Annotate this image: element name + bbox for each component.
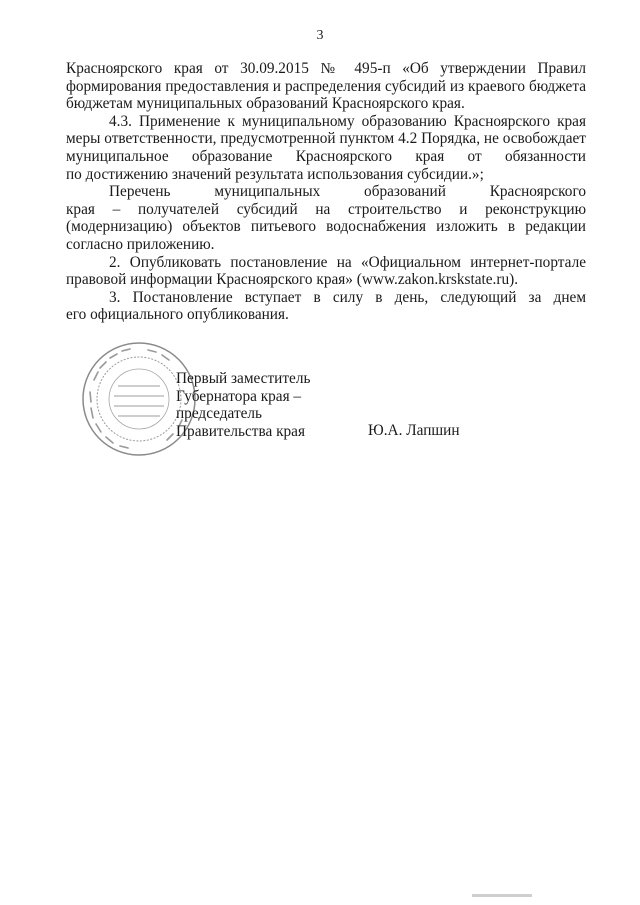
text-line: бюджетам муниципальных образований Красноярского края. [66, 95, 465, 113]
text-line: согласно приложению. [66, 235, 215, 253]
text-line: правовой информации Красноярского края» (www.zakon.krskstate.ru). [66, 271, 519, 289]
signatory-title-line: Правительства края [176, 422, 305, 440]
text-line: 4.3. Применение к муниципальному образованию Красноярского края [109, 112, 586, 130]
text-line: муниципальное образование Красноярского края от обязанности [66, 147, 586, 165]
signatory-name: Ю.А. Лапшин [368, 422, 460, 439]
text-line: Красноярского края от 30.09.2015 № 495-п «Об утверждении Правил [66, 60, 586, 77]
signatory-title-line: Первый заместитель [176, 370, 311, 387]
signatory-title [176, 370, 310, 440]
scan-artifact [472, 894, 532, 897]
text-line: 3. Постановление вступает в силу в день, следующий за днем [109, 288, 586, 306]
text-line: 2. Опубликовать постановление на «Официальном интернет-портале [109, 253, 586, 271]
text-line: меры ответственности, предусмотренной пунктом 4.2 Порядка, не освобождает [66, 130, 586, 148]
text-line: края – получателей субсидий на строительство и реконструкцию [66, 200, 586, 218]
signatory-title-line: председатель [176, 405, 263, 423]
text-line: его официального опубликования. [66, 306, 289, 324]
text-line: (модернизацию) объектов питьевого водоснабжения изложить в редакции [66, 218, 586, 236]
text-line: по достижению значений результата использования субсидии.»; [66, 165, 484, 183]
page-number: 3 [316, 28, 324, 43]
text-line: формирования предоставления и распределения субсидий из краевого бюджета [66, 77, 586, 95]
signatory-title-line: Губернатора края – [176, 387, 302, 405]
text-line: Перечень муниципальных образований Красноярского [109, 183, 586, 201]
document-body [66, 60, 586, 324]
